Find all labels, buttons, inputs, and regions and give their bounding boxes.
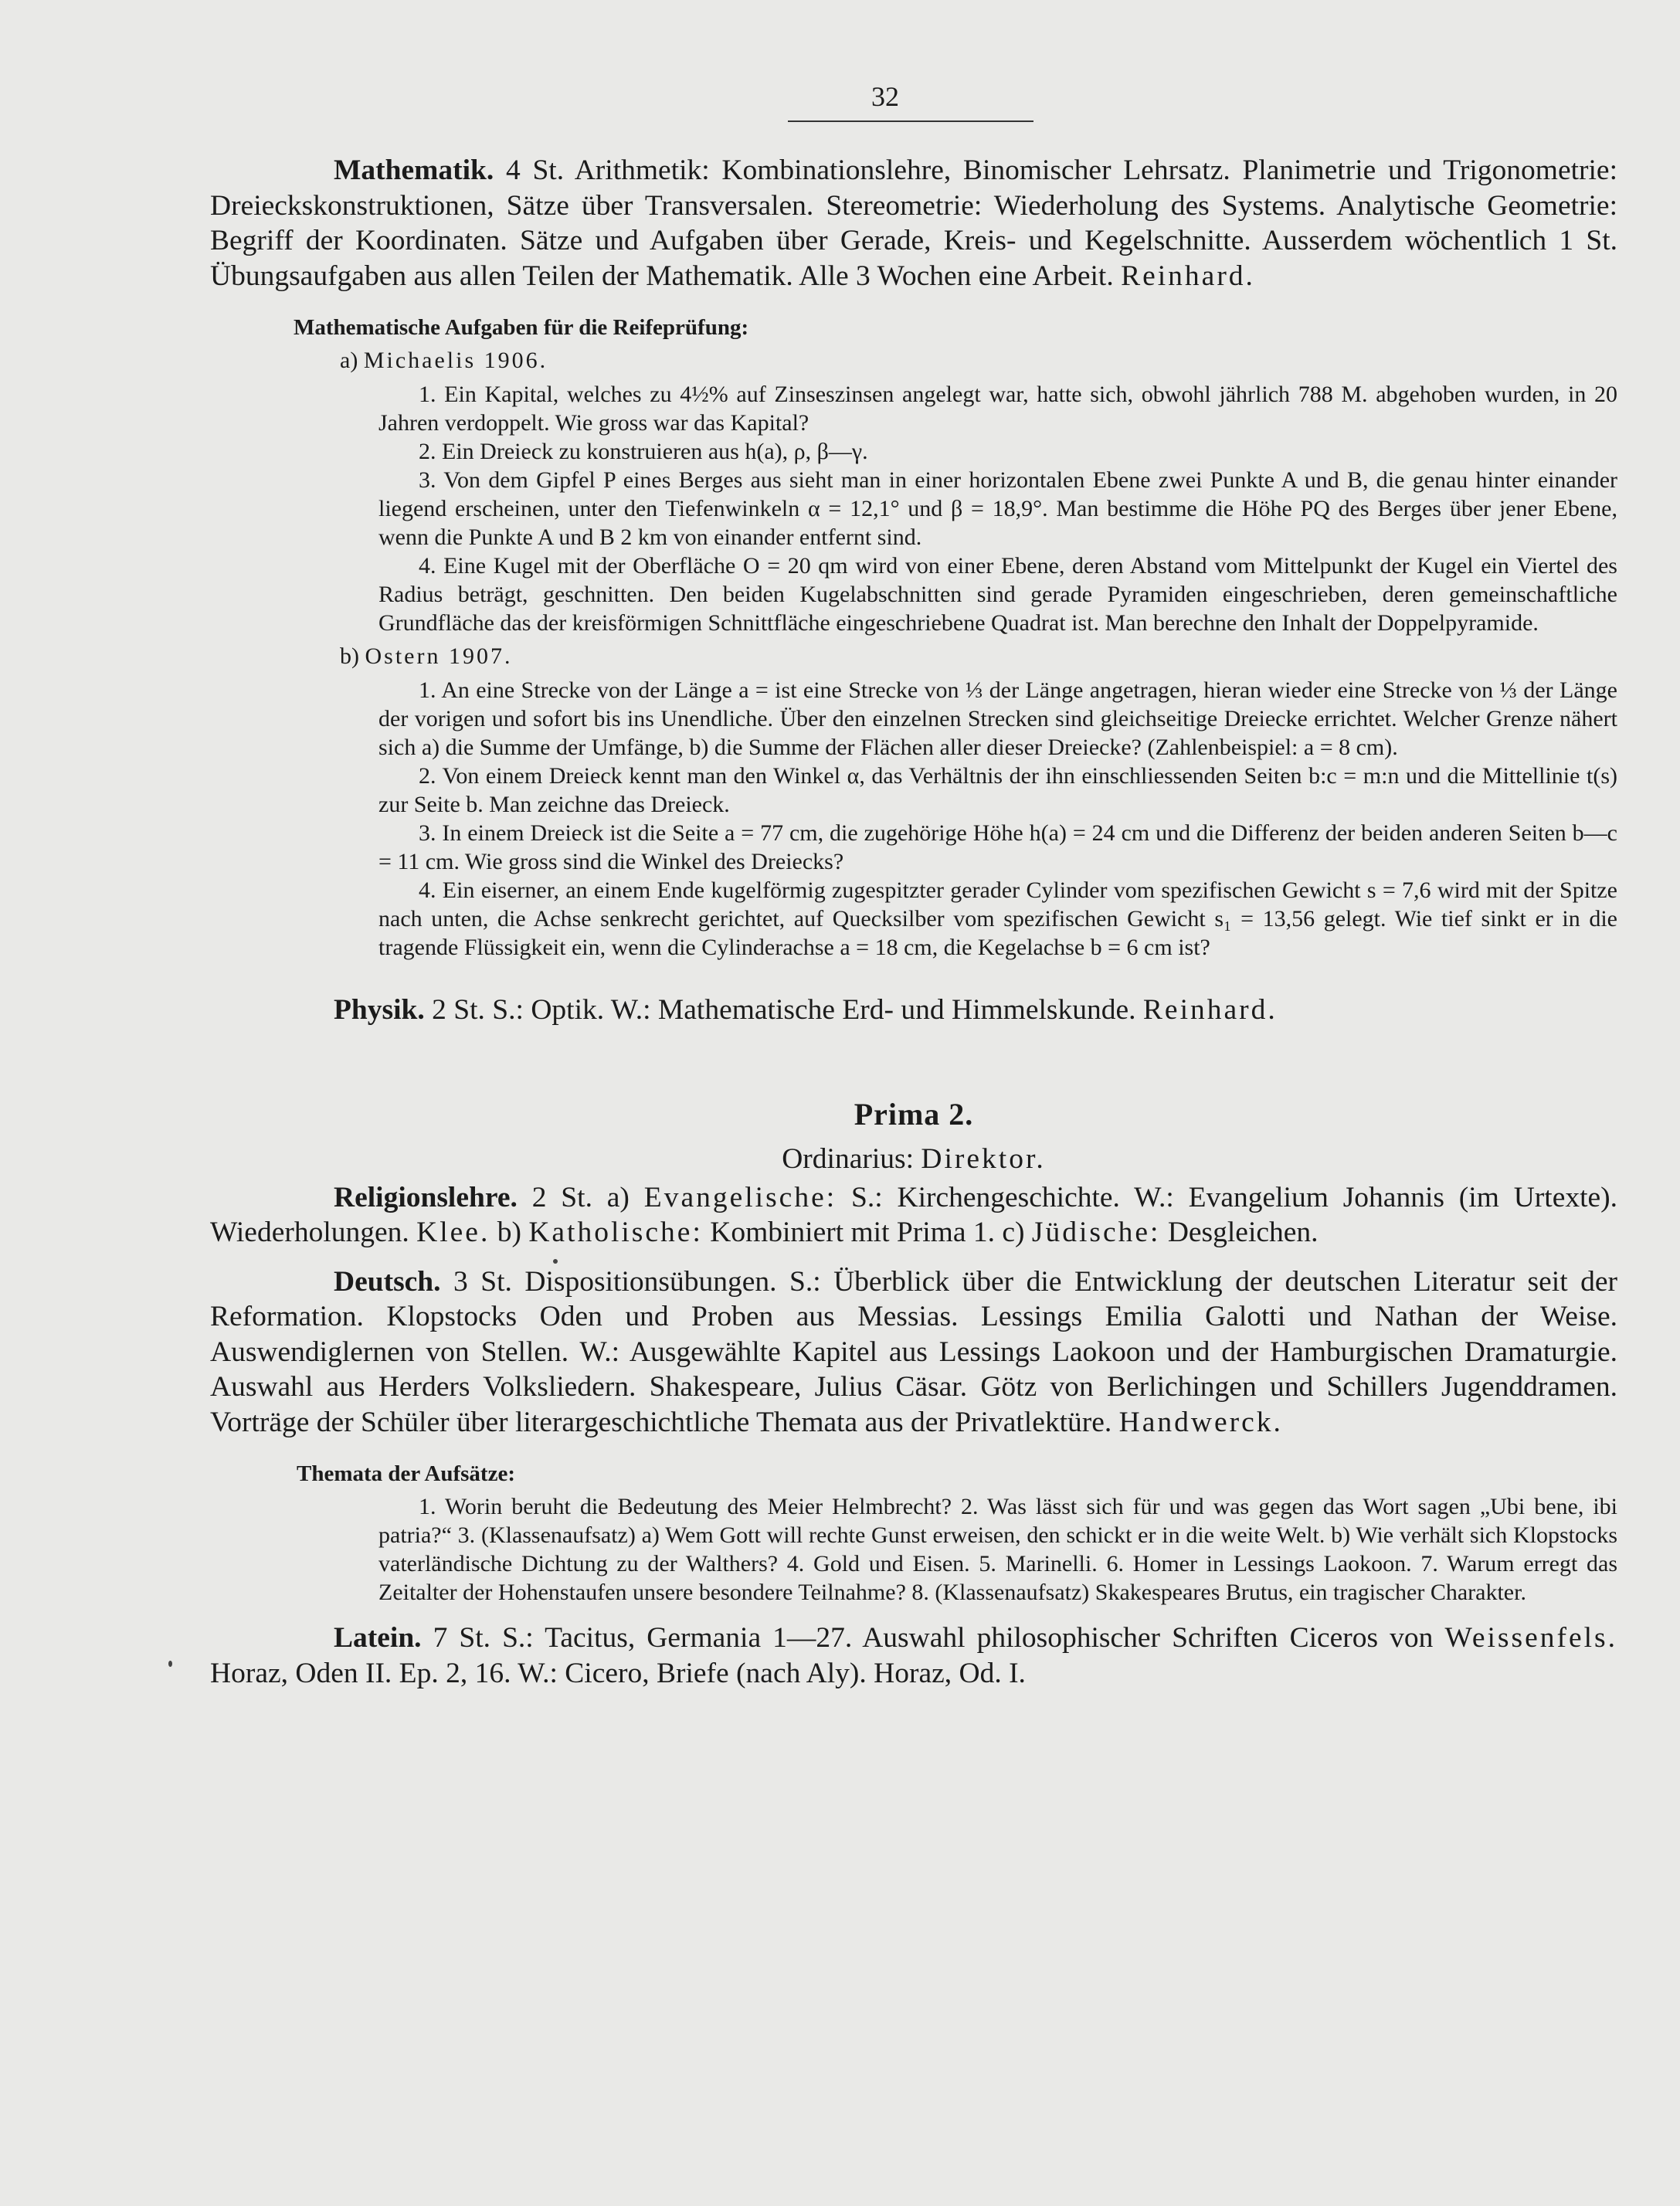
ordinarius-name: Direktor. — [921, 1142, 1046, 1175]
deutsch-label: Deutsch. — [334, 1265, 441, 1298]
ordinarius-label: Ordinarius: — [782, 1142, 915, 1175]
page-body — [210, 153, 1617, 1691]
religion-label: Religionslehre. — [334, 1181, 518, 1213]
religion-text-5: Desgleichen. — [1167, 1217, 1319, 1248]
mathematik-text: 4 St. Arithmetik: Kombinationslehre, Binomischer Lehrsatz. Planimetrie und Trigonometrie: Dreieckskonstruktionen, Sätze über Transversalen. Stereometrie: Wiederholung des Systems. Analytische Geometrie: Begriff der Koordinaten. Sätze und Aufgaben über Gerade, Kreis- und Kegelschnitte. Ausserdem wöchentlich 1 St. Übungsaufgaben aus allen Teilen der Mathematik. Alle 3 Wochen eine Arbeit. — [210, 154, 1617, 292]
prima-heading: Prima 2. — [854, 1096, 974, 1132]
page-number: 32 — [871, 81, 899, 112]
print-speck — [553, 1259, 558, 1264]
aufgabe-b-1: 1. An eine Strecke von der Länge a = ist eine Strecke von ⅓ der Länge angetragen, hieran wieder eine Strecke von ⅓ der Länge der vorigen und sofort bis ins Unendliche. Über den einzelnen Strecken sind gleichseitige Dreiecke errichtet. Welcher Grenze nähert sich a) die Summe der Umfänge, b) die Summe der Flächen aller dieser Dreiecke? (Zahlenbeispiel: a = 8 cm). — [378, 677, 1617, 760]
physik-label: Physik. — [334, 994, 425, 1026]
religion-evang: Evangelische: — [643, 1181, 837, 1213]
religion-text-3: b) — [497, 1217, 521, 1248]
latein-paragraph — [210, 1621, 1617, 1691]
header-rule — [788, 120, 1033, 122]
physik-paragraph — [210, 993, 1617, 1028]
aufgaben-b-label: b) — [340, 643, 359, 669]
themata-list: 1. Worin beruht die Bedeutung des Meier Helmbrecht? 2. Was lässt sich für und was gegen das Wort sagen „Ubi bene, ibi patria?“ 3. (Klassenaufsatz) a) Wem Gott will rechte Gunst erweisen, den schickt er in die weite Welt. b) Wie verhält sich Klopstocks vaterländische Dichtung zu der Walthers? 4. Gold und Eisen. 5. Marinelli. 6. Homer in Lessings Laokoon. 7. Warum erregt das Zeitalter der Hohenstaufen unsere besondere Teilnahme? 8. (Klassenaufsatz) Skakespeares Brutus, ein tragischer Charakter. — [378, 1494, 1617, 1605]
latein-text-2: Horaz, Oden II. Ep. 2, 16. W.: Cicero, Briefe (nach Aly). Horaz, Od. I. — [210, 1657, 1026, 1689]
latein-weissenfels: Weissenfels. — [1444, 1622, 1618, 1654]
aufgabe-a-2: 2. Ein Dreieck zu konstruieren aus h(a), ρ, β—γ. — [419, 439, 868, 464]
religion-kath: Katholische: — [528, 1217, 703, 1248]
aufgabe-a-3: 3. Von dem Gipfel P eines Berges aus sieht man in einer horizontalen Ebene zwei Punkte A und B, die genau hinter einander liegend erscheinen, unter den Tiefenwinkeln α = 12,1° und β = 18,9°. Man bestimme die Höhe PQ des Berges über jener Ebene, wenn die Punkte A und B 2 km von einander entfernt sind. — [378, 467, 1617, 550]
mathematik-teacher: Reinhard. — [1121, 260, 1255, 292]
aufgaben-a-title: Michaelis 1906. — [363, 348, 548, 373]
aufgabe-a-4: 4. Eine Kugel mit der Oberfläche O = 20 qm wird von einer Ebene, deren Abstand vom Mittelpunkt der Kugel ein Viertel des Radius beträgt, geschnitten. Den beiden Kugelabschnitten sind gerade Pyramiden eingeschrieben, deren gemeinschaftliche Grundfläche das der kreisförmigen Schnittfläche eingeschriebene Quadrat ist. Man berechne den Inhalt der Doppelpyramide. — [378, 553, 1617, 636]
ordinarius-line — [210, 1142, 1617, 1177]
mathematik-paragraph — [210, 153, 1617, 294]
religion-text-4: Kombiniert mit Prima 1. c) — [710, 1217, 1025, 1248]
religion-jued: Jüdische: — [1031, 1217, 1161, 1248]
deutsch-teacher: Handwerck. — [1118, 1406, 1283, 1438]
religion-paragraph — [210, 1180, 1617, 1251]
physik-teacher: Reinhard. — [1142, 994, 1278, 1026]
physik-text: 2 St. S.: Optik. W.: Mathematische Erd- und Himmelskunde. — [432, 994, 1136, 1026]
religion-text-1: 2 St. a) — [531, 1181, 630, 1213]
aufgabe-b-4: 4. Ein eiserner, an einem Ende kugelförmig zugespitzter gerader Cylinder vom spezifischen Gewicht s = 7,6 wird mit der Spitze nach unten, die Achse senkrecht gerichtet, auf Quecksilber vom spezifischen Gewicht s₁ = 13,56 gelegt. Wie tief sinkt er in die tragende Flüssigkeit ein, wenn die Cylinderachse a = 18 cm, die Kegelachse b = 6 cm ist? — [378, 877, 1617, 960]
aufgaben-a-label: a) — [340, 348, 358, 373]
aufgabe-b-2: 2. Von einem Dreieck kennt man den Winkel α, das Verhältnis der ihn einschliessenden Seiten b:c = m:n und die Mittellinie t(s) zur Seite b. Man zeichne das Dreieck. — [378, 763, 1617, 817]
aufgabe-a-1: 1. Ein Kapital, welches zu 4½% auf Zinseszinsen angelegt war, hatte sich, obwohl jährlich 788 M. abgehoben wurden, in 20 Jahren verdoppelt. Wie gross war das Kapital? — [378, 382, 1617, 436]
aufgaben-a-heading — [340, 346, 1617, 375]
print-speck — [168, 1661, 172, 1667]
deutsch-text: 3 St. Dispositionsübungen. S.: Überblick über die Entwicklung der deutschen Literatur seit der Reformation. Klopstocks Oden und Proben aus Messias. Lessings Emilia Galotti und Nathan der Weise. Auswendiglernen von Stellen. W.: Ausgewählte Kapitel aus Lessings Laokoon und der Hamburgischen Dramaturgie. Auswahl aus Herders Volksliedern. Shakespeare, Julius Cäsar. Götz von Berlichingen und Schillers Jugenddramen. Vorträge der Schüler über literargeschichtliche Themata aus der Privatlektüre. — [210, 1265, 1617, 1438]
aufgaben-b-title: Ostern 1907. — [365, 643, 513, 669]
mathematik-label: Mathematik. — [334, 154, 494, 186]
latein-label: Latein. — [334, 1622, 422, 1654]
latein-text-1: 7 St. S.: Tacitus, Germania 1—27. Auswahl philosophischer Schriften Ciceros von — [433, 1622, 1434, 1654]
aufgaben-heading: Mathematische Aufgaben für die Reifeprüfung: — [294, 315, 749, 340]
religion-text-2: S.: Kirchengeschichte. W.: Evangelium Johannis (im Urtexte). Wiederholungen. — [210, 1181, 1618, 1248]
aufgabe-b-3: 3. In einem Dreieck ist die Seite a = 77 cm, die zugehörige Höhe h(a) = 24 cm und die Differenz der beiden anderen Seiten b—c = 11 cm. Wie gross sind die Winkel des Dreiecks? — [378, 820, 1617, 874]
deutsch-paragraph — [210, 1264, 1617, 1441]
themata-heading: Themata der Aufsätze: — [297, 1461, 515, 1486]
aufgaben-b-heading — [340, 642, 1617, 671]
religion-teacher: Klee. — [416, 1217, 490, 1248]
